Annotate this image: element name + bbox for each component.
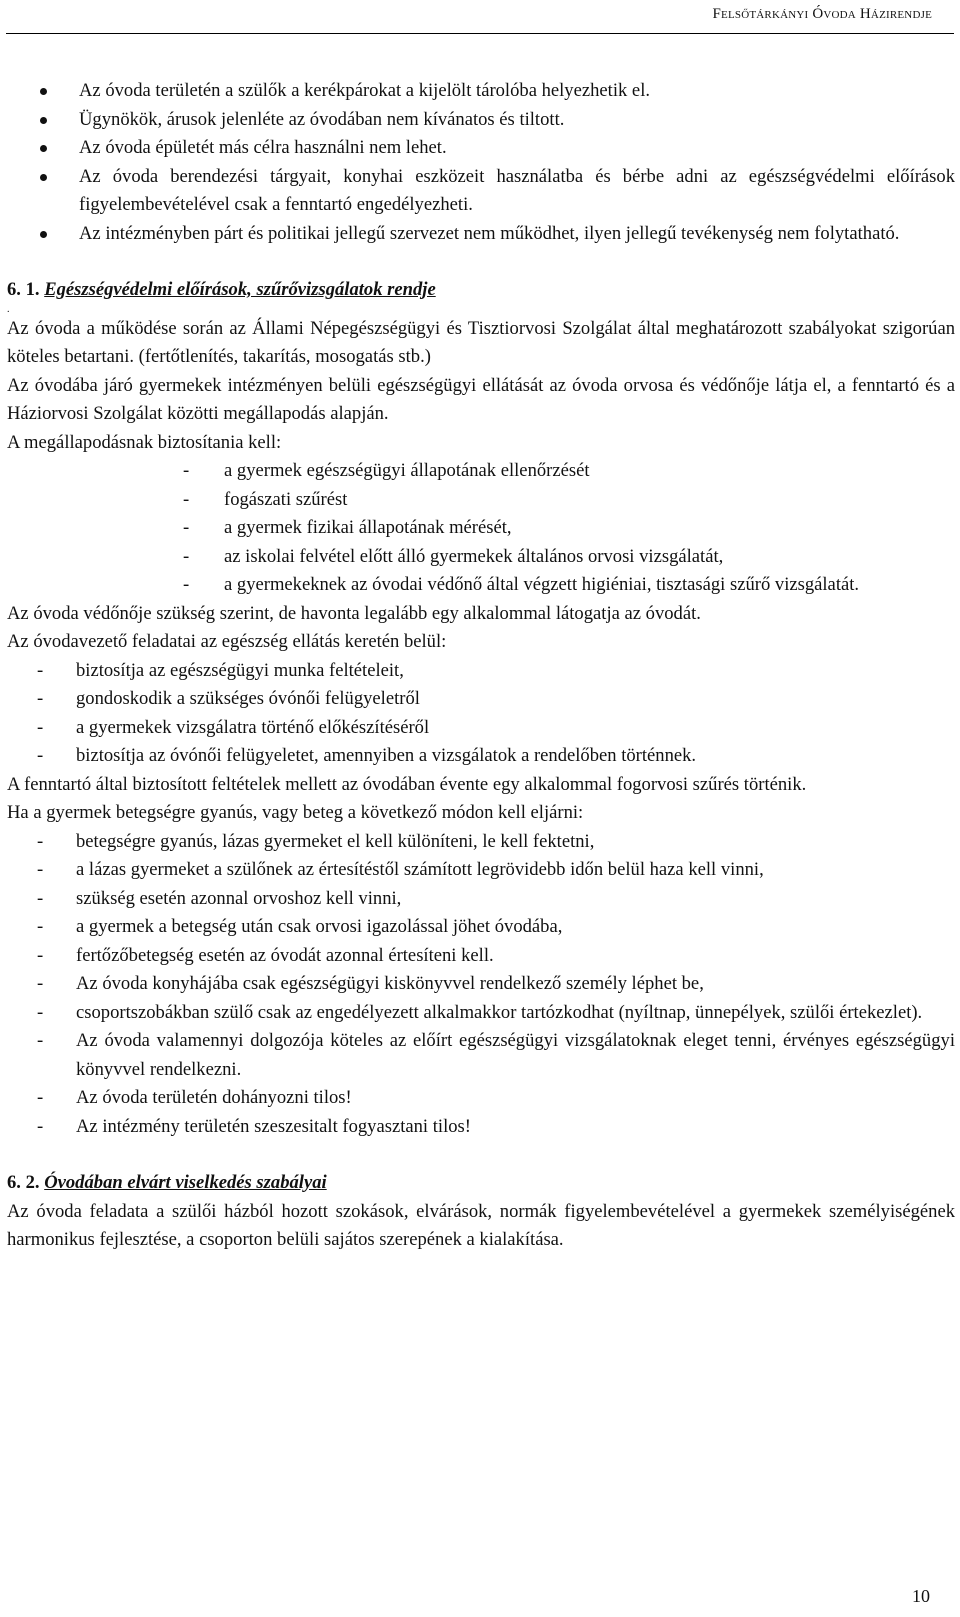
- dash-marker: -: [37, 1001, 44, 1023]
- dash-marker: -: [37, 716, 44, 738]
- list-item-text: Az intézmény területén szeszesitalt fogyasztani tilos!: [76, 1115, 471, 1137]
- header-rule: [6, 33, 954, 34]
- list-item-text: fogászati szűrést: [224, 488, 348, 510]
- bullet-item: Az óvoda területén a szülők a kerékpárokat a kijelölt tárolóba helyezhetik el.: [7, 77, 955, 106]
- list-item: [7, 685, 955, 714]
- list-item-text: szükség esetén azonnal orvoshoz kell vinni,: [76, 887, 402, 909]
- list-item: [7, 486, 955, 515]
- paragraph: Az óvoda a működése során az Állami Népegészségügyi és Tisztiorvosi Szolgálat által meghatározott szabályokat szigorúan köteles betartani. (fertőtlenítés, takarítás, mosogatás stb.): [7, 317, 955, 367]
- list-item-text: a gyermekeknek az óvodai védőnő által végzett higiéniai, tisztasági szűrő vizsgálatát.: [224, 574, 860, 595]
- list-item-text: Az óvoda konyhájába csak egészségügyi kiskönyvvel rendelkező személy léphet be,: [76, 973, 704, 994]
- list-item-text: a gyermek a betegség után csak orvosi igazolással jöhet óvodába,: [76, 916, 563, 937]
- list-item: [7, 913, 955, 942]
- list-item-text: biztosítja az egészségügyi munka feltételeit,: [76, 659, 404, 681]
- bullet-item: Az intézményben párt és politikai jellegű szervezet nem működhet, ilyen jellegű tevékenység nem folytatható.: [7, 220, 955, 249]
- list-item: [7, 514, 955, 543]
- list-item-text: gondoskodik a szükséges óvónői felügyeletről: [76, 688, 420, 709]
- list-item: [7, 457, 955, 486]
- list-item: [7, 942, 955, 971]
- page-number: 10: [912, 1586, 930, 1606]
- dash-marker: -: [37, 1030, 44, 1051]
- list-item: [7, 885, 955, 914]
- list-item-text: az iskolai felvétel előtt álló gyermekek általános orvosi vizsgálatát,: [224, 545, 724, 567]
- dash-marker: -: [37, 830, 44, 852]
- bullet-item: Az óvoda berendezési tárgyait, konyhai eszközeit használatba és bérbe adni az egészségvédelmi előírások figyelembevételével csak a fenntartó engedélyezheti.: [7, 163, 955, 220]
- section-title: Óvodában elvárt viselkedés szabályai: [44, 1172, 327, 1193]
- paragraph: Az óvodavezető feladatai az egészség ellátás keretén belül:: [7, 631, 447, 652]
- list-item: [7, 1084, 955, 1113]
- dash-marker: -: [183, 574, 190, 595]
- bullet-item: Az óvoda épületét más célra használni nem lehet.: [7, 134, 955, 163]
- list-item: [7, 970, 955, 999]
- dash-marker: -: [37, 688, 44, 709]
- paragraph: A fenntartó által biztosított feltételek mellett az óvodában évente egy alkalommal fogorvosi szűrés történik.: [7, 773, 807, 795]
- dash-marker: -: [37, 659, 44, 681]
- list-item: [7, 1113, 955, 1142]
- dash-marker: -: [37, 944, 44, 966]
- stray-dot: .: [7, 303, 10, 315]
- dash-marker: -: [37, 973, 44, 994]
- bullet-item: Ügynökök, árusok jelenléte az óvodában nem kívánatos és tiltott.: [7, 106, 955, 135]
- dash-marker: -: [183, 488, 190, 510]
- dash-marker: -: [37, 1087, 44, 1108]
- list-item: [7, 828, 955, 857]
- list-item: [7, 543, 955, 572]
- agreement-list: [7, 457, 955, 600]
- dash-marker: -: [37, 887, 44, 909]
- list-item-text: betegségre gyanús, lázas gyermeket el kell különíteni, le kell fektetni,: [76, 830, 595, 852]
- list-item: [7, 999, 955, 1028]
- list-item: [7, 657, 955, 686]
- paragraph: Az óvoda feladata a szülői házból hozott szokások, elvárások, normák figyelembevételével a gyermekek személyiségének harmonikus fejlesztése, a csoporton belüli sajátos szerepének a kialakítása.: [7, 1200, 955, 1250]
- dash-marker: -: [183, 517, 190, 538]
- page-content: [7, 77, 955, 1255]
- list-item-text: Az óvoda valamennyi dolgozója köteles az előírt egészségügyi vizsgálatoknak eleget tenni, érvényes egészségügyi könyvvel rendelkezni.: [76, 1030, 955, 1080]
- dash-marker: -: [183, 460, 190, 481]
- paragraph: Az óvodába járó gyermekek intézményen belüli egészségügyi ellátását az óvoda orvosa és védőnője látja el, a fenntartó és a Háziorvosi Szolgálat közötti megállapodás alapján.: [7, 374, 955, 424]
- list-item-text: csoportszobákban szülő csak az engedélyezett alkalmakkor tartózkodhat (nyíltnap, ünnepélyek, szülői értekezlet).: [76, 1001, 923, 1023]
- paragraph: Ha a gyermek betegségre gyanús, vagy beteg a következő módon kell eljárni:: [7, 802, 584, 823]
- list-item-text: a gyermekek vizsgálatra történő előkészítéséről: [76, 716, 430, 738]
- director-duties-list: [7, 657, 955, 771]
- list-item: [7, 856, 955, 885]
- dash-marker: -: [183, 545, 190, 567]
- dash-marker: -: [37, 859, 44, 880]
- running-header: Felsőtárkányi Óvoda Házirendje: [712, 6, 932, 22]
- section-heading-6-1: [7, 276, 955, 305]
- list-item-text: a gyermek fizikai állapotának mérését,: [224, 517, 512, 538]
- section-number: 6. 2.: [7, 1172, 40, 1193]
- list-item-text: a gyermek egészségügyi állapotának ellenőrzését: [224, 460, 590, 481]
- list-item-text: Az óvoda területén dohányozni tilos!: [76, 1087, 352, 1108]
- paragraph: A megállapodásnak biztosítania kell:: [7, 431, 282, 453]
- bullet-list-top: [7, 77, 955, 248]
- paragraph: Az óvoda védőnője szükség szerint, de havonta legalább egy alkalommal látogatja az óvodát.: [7, 602, 701, 624]
- list-item-text: fertőzőbetegség esetén az óvodát azonnal értesíteni kell.: [76, 944, 494, 966]
- dash-marker: -: [37, 1115, 44, 1137]
- list-item-text: biztosítja az óvónői felügyeletet, amennyiben a vizsgálatok a rendelőben történnek.: [76, 745, 697, 766]
- section-title: Egészségvédelmi előírások, szűrővizsgálatok rendje: [44, 279, 436, 300]
- list-item: [7, 571, 955, 600]
- illness-procedure-list: [7, 828, 955, 1142]
- list-item: [7, 742, 955, 771]
- list-item: [7, 714, 955, 743]
- section-heading-6-2: [7, 1169, 955, 1198]
- list-item: [7, 1027, 955, 1084]
- list-item-text: a lázas gyermeket a szülőnek az értesítéstől számított legrövidebb időn belül haza kell vinni,: [76, 859, 764, 880]
- dash-marker: -: [37, 745, 44, 766]
- dash-marker: -: [37, 916, 44, 937]
- section-number: 6. 1.: [7, 279, 40, 300]
